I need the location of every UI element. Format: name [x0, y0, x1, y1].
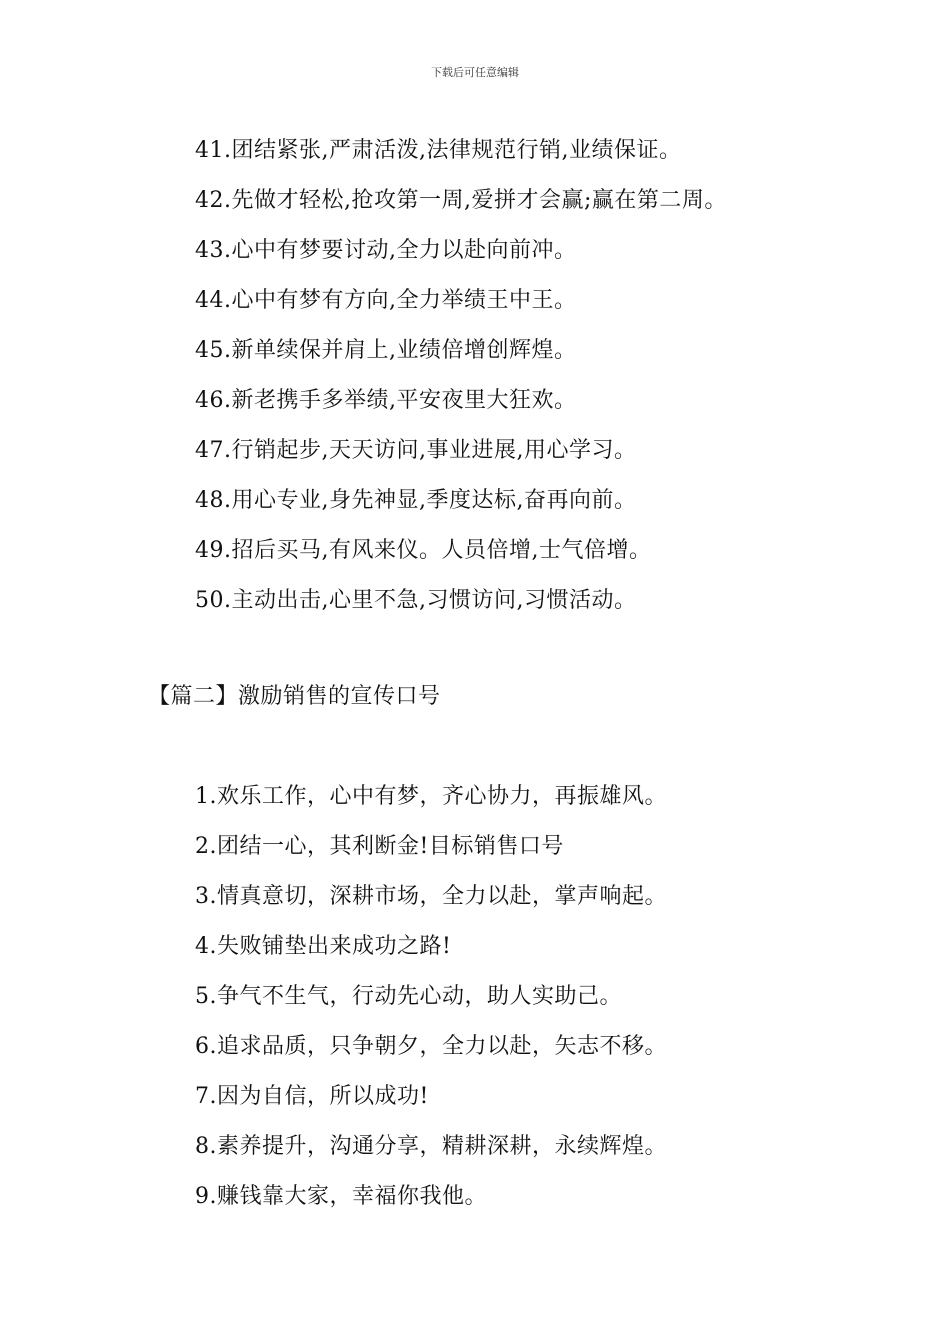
list-item: 48.用心专业,身先神显,季度达标,奋再向前。 [195, 488, 637, 513]
list-item: 41.团结紧张,严肃活泼,法律规范行销,业绩保证。 [195, 138, 682, 163]
list-item: 8.素养提升，沟通分享，精耕深耕，永续辉煌。 [195, 1134, 667, 1159]
list-item: 42.先做才轻松,抢攻第一周,爱拼才会赢;赢在第二周。 [195, 188, 727, 213]
page-header-note: 下载后可任意编辑 [431, 66, 519, 79]
slogan-list-part-two [195, 780, 667, 1230]
section-heading: 【篇二】激励销售的宣传口号 [148, 684, 441, 709]
list-item: 44.心中有梦有方向,全力举绩王中王。 [195, 288, 577, 313]
list-item: 45.新单续保并肩上,业绩倍增创辉煌。 [195, 338, 577, 363]
slogan-list-part-one [195, 134, 727, 634]
list-item: 4.失败铺垫出来成功之路! [195, 934, 452, 959]
list-item: 6.追求品质，只争朝夕，全力以赴，矢志不移。 [195, 1034, 667, 1059]
list-item: 3.情真意切，深耕市场，全力以赴，掌声响起。 [195, 884, 667, 909]
list-item: 46.新老携手多举绩,平安夜里大狂欢。 [195, 388, 577, 413]
list-item: 47.行销起步,天天访问,事业进展,用心学习。 [195, 438, 637, 463]
list-item: 2.团结一心，其利断金!目标销售口号 [195, 834, 564, 859]
list-item: 7.因为自信，所以成功! [195, 1084, 429, 1109]
list-item: 49.招后买马,有风来仪。人员倍增,士气倍增。 [195, 538, 652, 563]
list-item: 5.争气不生气，行动先心动，助人实助己。 [195, 984, 622, 1009]
list-item: 43.心中有梦要讨动,全力以赴向前冲。 [195, 238, 577, 263]
list-item: 50.主动出击,心里不急,习惯访问,习惯活动。 [195, 588, 637, 613]
list-item: 1.欢乐工作，心中有梦，齐心协力，再振雄风。 [195, 784, 667, 809]
list-item: 9.赚钱靠大家，幸福你我他。 [195, 1184, 487, 1209]
